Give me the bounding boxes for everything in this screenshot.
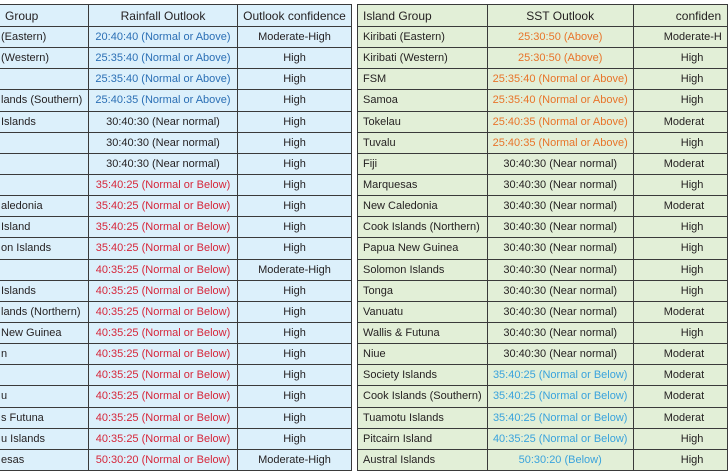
table-row	[0, 90, 352, 111]
outlook-cell: 35:40:25 (Normal or Below)	[89, 174, 238, 195]
confidence-cell: High	[238, 238, 352, 259]
island-group-cell: n	[0, 344, 89, 365]
table-row	[358, 69, 728, 90]
outlook-cell: 50:30:20 (Normal or Below)	[89, 449, 238, 470]
outlook-cell: 30:40:30 (Near normal)	[89, 153, 238, 174]
confidence-cell: High	[238, 111, 352, 132]
confidence-cell: High	[238, 407, 352, 428]
outlook-cell: 25:35:40 (Normal or Above)	[487, 90, 633, 111]
island-group-cell: lands (Southern)	[0, 90, 89, 111]
confidence-cell: High	[633, 48, 727, 69]
confidence-cell: High	[238, 153, 352, 174]
outlook-cell: 40:35:25 (Normal or Below)	[89, 428, 238, 449]
outlook-cell: 40:35:25 (Normal or Below)	[89, 301, 238, 322]
table-row	[0, 259, 352, 280]
table-row	[0, 386, 352, 407]
outlook-cell: 35:40:25 (Normal or Below)	[89, 217, 238, 238]
island-group-cell: u Islands	[0, 428, 89, 449]
table-row	[358, 386, 728, 407]
outlook-cell: 30:40:30 (Near normal)	[487, 259, 633, 280]
island-group-cell: Tuamotu Islands	[358, 407, 488, 428]
table-row	[358, 280, 728, 301]
confidence-cell: High	[633, 69, 727, 90]
table-row	[0, 280, 352, 301]
island-group-cell: Islands	[0, 111, 89, 132]
confidence-cell: High	[238, 217, 352, 238]
confidence-cell: Moderat	[633, 301, 727, 322]
confidence-cell: Moderate-H	[633, 27, 727, 48]
confidence-cell: High	[633, 280, 727, 301]
island-group-cell: Papua New Guinea	[358, 238, 488, 259]
outlook-cell: 40:35:25 (Normal or Below)	[89, 322, 238, 343]
confidence-cell: Moderat	[633, 111, 727, 132]
outlook-cell: 40:35:25 (Normal or Below)	[89, 280, 238, 301]
outlook-cell: 25:35:40 (Normal or Above)	[487, 69, 633, 90]
island-group-cell: s Futuna	[0, 407, 89, 428]
outlook-cell: 50:30:20 (Below)	[487, 449, 633, 470]
confidence-cell: High	[633, 174, 727, 195]
outlook-cell: 30:40:30 (Near normal)	[487, 217, 633, 238]
table-row	[0, 344, 352, 365]
outlook-cell: 30:40:30 (Near normal)	[89, 111, 238, 132]
island-group-cell	[0, 365, 89, 386]
table-row	[358, 48, 728, 69]
confidence-cell: High	[238, 69, 352, 90]
table-row	[358, 365, 728, 386]
confidence-cell: High	[633, 238, 727, 259]
table-row	[358, 217, 728, 238]
island-group-cell: FSM	[358, 69, 488, 90]
outlook-cell: 25:30:50 (Above)	[487, 48, 633, 69]
island-group-cell: aledonia	[0, 196, 89, 217]
table-row	[0, 111, 352, 132]
island-group-cell	[0, 153, 89, 174]
table-row	[0, 132, 352, 153]
confidence-cell: High	[238, 90, 352, 111]
island-group-cell: Niue	[358, 344, 488, 365]
header-sst-outlook: SST Outlook	[487, 5, 633, 27]
table-row	[0, 69, 352, 90]
outlook-cell: 30:40:30 (Near normal)	[487, 174, 633, 195]
header-confidence: confiden	[633, 5, 727, 27]
outlook-cell: 30:40:30 (Near normal)	[487, 322, 633, 343]
island-group-cell: Austral Islands	[358, 449, 488, 470]
confidence-cell: Moderate-High	[238, 27, 352, 48]
outlook-cell: 25:40:35 (Normal or Above)	[487, 111, 633, 132]
table-row	[0, 365, 352, 386]
outlook-cell: 25:40:35 (Normal or Above)	[89, 90, 238, 111]
confidence-cell: High	[633, 132, 727, 153]
table-row	[358, 90, 728, 111]
island-group-cell: Wallis & Futuna	[358, 322, 488, 343]
table-row	[0, 48, 352, 69]
island-group-cell: New Guinea	[0, 322, 89, 343]
confidence-cell: Moderat	[633, 407, 727, 428]
island-group-cell: Kiribati (Eastern)	[358, 27, 488, 48]
island-group-cell: (Western)	[0, 48, 89, 69]
table-row	[358, 238, 728, 259]
confidence-cell: High	[238, 280, 352, 301]
table-row	[0, 27, 352, 48]
island-group-cell: on Islands	[0, 238, 89, 259]
island-group-cell: Kiribati (Western)	[358, 48, 488, 69]
confidence-cell: Moderat	[633, 344, 727, 365]
outlook-cell: 30:40:30 (Near normal)	[487, 196, 633, 217]
confidence-cell: High	[633, 428, 727, 449]
table-header-row	[0, 5, 352, 27]
outlook-cell: 20:40:40 (Normal or Above)	[89, 27, 238, 48]
confidence-cell: High	[238, 174, 352, 195]
island-group-cell: Islands	[0, 280, 89, 301]
outlook-cell: 40:35:25 (Normal or Below)	[487, 428, 633, 449]
confidence-cell: Moderat	[633, 153, 727, 174]
outlook-cell: 35:40:25 (Normal or Below)	[89, 196, 238, 217]
outlook-cell: 30:40:30 (Near normal)	[487, 153, 633, 174]
table-row	[358, 322, 728, 343]
island-group-cell: lands (Northern)	[0, 301, 89, 322]
confidence-cell: High	[238, 365, 352, 386]
confidence-cell: Moderat	[633, 386, 727, 407]
table-row	[358, 196, 728, 217]
header-group: Group	[0, 5, 89, 27]
outlook-cell: 35:40:25 (Normal or Below)	[487, 386, 633, 407]
outlook-cell: 40:35:25 (Normal or Below)	[89, 365, 238, 386]
outlook-cell: 25:35:40 (Normal or Above)	[89, 69, 238, 90]
table-row	[0, 196, 352, 217]
island-group-cell: Tokelau	[358, 111, 488, 132]
header-island-group: Island Group	[358, 5, 488, 27]
island-group-cell: New Caledonia	[358, 196, 488, 217]
outlook-cell: 25:35:40 (Normal or Above)	[89, 48, 238, 69]
table-row	[0, 174, 352, 195]
outlook-cell: 35:40:25 (Normal or Below)	[89, 238, 238, 259]
island-group-cell: esas	[0, 449, 89, 470]
confidence-cell: High	[238, 196, 352, 217]
confidence-cell: High	[633, 90, 727, 111]
table-row	[358, 259, 728, 280]
confidence-cell: High	[633, 217, 727, 238]
header-rainfall-outlook: Rainfall Outlook	[89, 5, 238, 27]
island-group-cell: Tonga	[358, 280, 488, 301]
table-row	[358, 27, 728, 48]
table-row	[0, 238, 352, 259]
island-group-cell	[0, 259, 89, 280]
table-row	[0, 449, 352, 470]
confidence-cell: Moderate-High	[238, 449, 352, 470]
table-row	[358, 407, 728, 428]
table-row	[358, 344, 728, 365]
island-group-cell: Solomon Islands	[358, 259, 488, 280]
table-row	[0, 153, 352, 174]
island-group-cell	[0, 174, 89, 195]
confidence-cell: High	[633, 322, 727, 343]
sst-outlook-table	[357, 4, 728, 471]
confidence-cell: High	[238, 344, 352, 365]
island-group-cell	[0, 132, 89, 153]
table-row	[358, 449, 728, 470]
island-group-cell: Society Islands	[358, 365, 488, 386]
table-row	[358, 111, 728, 132]
island-group-cell: Pitcairn Island	[358, 428, 488, 449]
table-row	[358, 174, 728, 195]
confidence-cell: High	[238, 428, 352, 449]
table-row	[358, 132, 728, 153]
confidence-cell: Moderate-High	[238, 259, 352, 280]
table-row	[0, 407, 352, 428]
table-row	[0, 428, 352, 449]
outlook-cell: 30:40:30 (Near normal)	[487, 238, 633, 259]
island-group-cell: Island	[0, 217, 89, 238]
confidence-cell: Moderat	[633, 365, 727, 386]
outlook-cell: 25:30:50 (Above)	[487, 27, 633, 48]
outlook-cell: 30:40:30 (Near normal)	[487, 301, 633, 322]
confidence-cell: High	[633, 449, 727, 470]
outlook-cell: 30:40:30 (Near normal)	[487, 280, 633, 301]
table-header-row	[358, 5, 728, 27]
island-group-cell: u	[0, 386, 89, 407]
outlook-cell: 25:40:35 (Normal or Above)	[487, 132, 633, 153]
outlook-cell: 35:40:25 (Normal or Below)	[487, 407, 633, 428]
table-row	[358, 428, 728, 449]
island-group-cell: Samoa	[358, 90, 488, 111]
table-row	[0, 217, 352, 238]
outlook-cell: 40:35:25 (Normal or Below)	[89, 344, 238, 365]
rainfall-outlook-table	[0, 4, 352, 471]
outlook-cell: 30:40:30 (Near normal)	[89, 132, 238, 153]
confidence-cell: High	[633, 259, 727, 280]
island-group-cell: Vanuatu	[358, 301, 488, 322]
island-group-cell: Cook Islands (Northern)	[358, 217, 488, 238]
outlook-cell: 40:35:25 (Normal or Below)	[89, 259, 238, 280]
table-row	[358, 301, 728, 322]
island-group-cell: Marquesas	[358, 174, 488, 195]
table-row	[0, 322, 352, 343]
island-group-cell: (Eastern)	[0, 27, 89, 48]
outlook-cell: 35:40:25 (Normal or Below)	[487, 365, 633, 386]
outlook-cell: 40:35:25 (Normal or Below)	[89, 407, 238, 428]
island-group-cell: Fiji	[358, 153, 488, 174]
confidence-cell: High	[238, 386, 352, 407]
confidence-cell: Moderat	[633, 196, 727, 217]
header-outlook-confidence: Outlook confidence	[238, 5, 352, 27]
confidence-cell: High	[238, 132, 352, 153]
table-row	[358, 153, 728, 174]
table-row	[0, 301, 352, 322]
confidence-cell: High	[238, 322, 352, 343]
island-group-cell: Tuvalu	[358, 132, 488, 153]
outlook-cell: 40:35:25 (Normal or Below)	[89, 386, 238, 407]
island-group-cell	[0, 69, 89, 90]
island-group-cell: Cook Islands (Southern)	[358, 386, 488, 407]
outlook-cell: 30:40:30 (Near normal)	[487, 344, 633, 365]
confidence-cell: High	[238, 301, 352, 322]
confidence-cell: High	[238, 48, 352, 69]
